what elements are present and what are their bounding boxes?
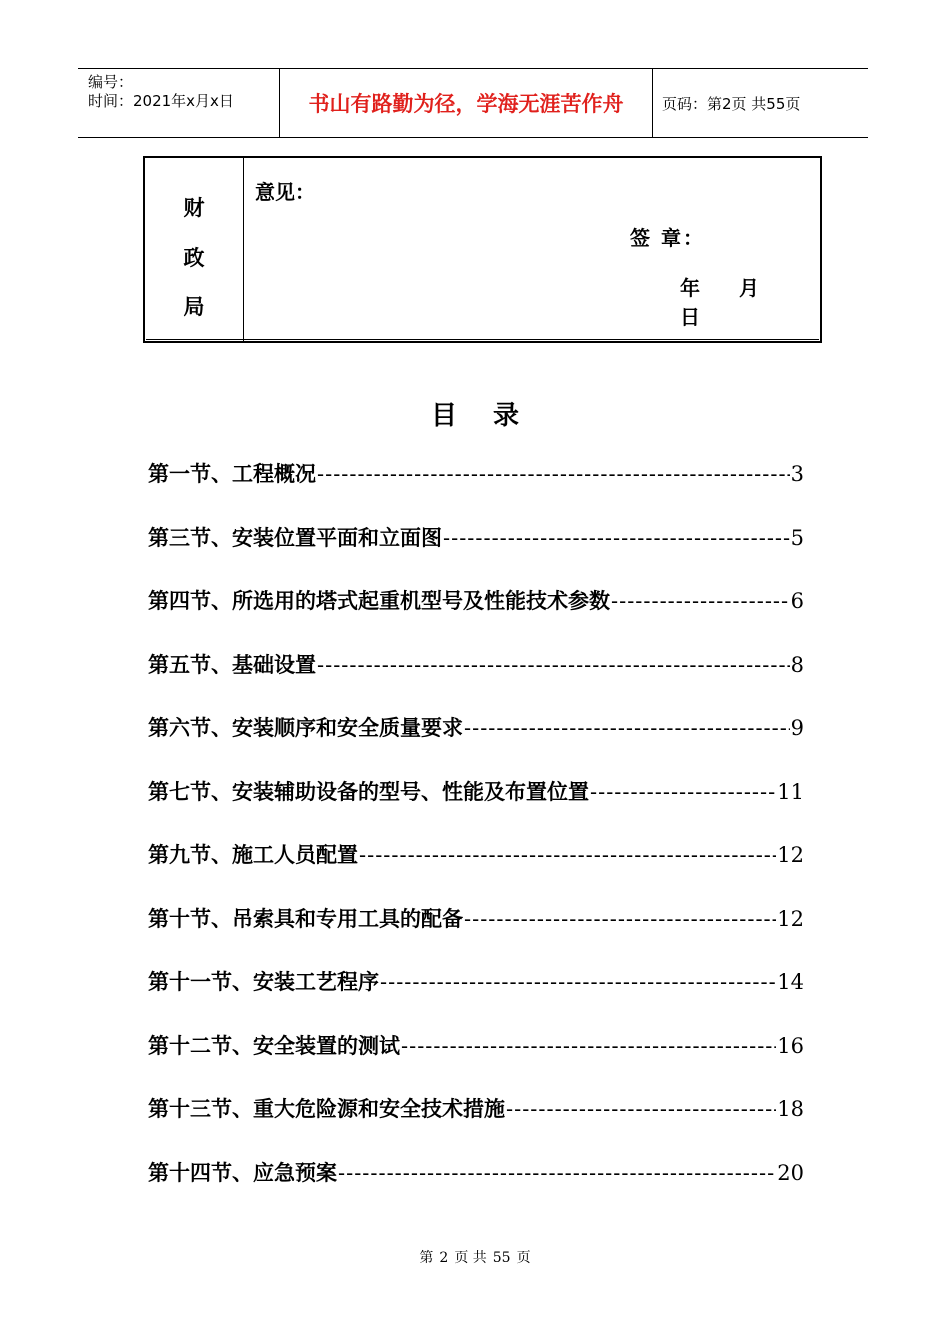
toc-title: 目录 xyxy=(430,401,555,431)
toc-entry-page: 12 xyxy=(777,843,804,867)
toc-entry-title: 第七节、安装辅助设备的型号、性能及布置位置 xyxy=(148,779,589,804)
toc-entry-page: 6 xyxy=(790,589,804,613)
approval-table xyxy=(143,156,822,343)
toc-leader xyxy=(359,843,776,867)
date-fields xyxy=(680,272,820,330)
department-char: 财 xyxy=(183,196,205,220)
toc-leader xyxy=(611,589,790,613)
toc-leader xyxy=(590,780,776,804)
toc-entry-title: 第十四节、应急预案 xyxy=(148,1160,337,1185)
toc-entry[interactable] xyxy=(148,458,804,522)
toc-leader xyxy=(401,1034,776,1058)
time-label: 时间：2021年x月x日 xyxy=(88,92,234,110)
toc-entry-title: 第四节、所选用的塔式起重机型号及性能技术参数 xyxy=(148,589,610,613)
toc-leader xyxy=(506,1097,776,1121)
toc-entry[interactable] xyxy=(148,966,804,1030)
toc-entry[interactable] xyxy=(148,1157,804,1221)
footer-suffix: 页 xyxy=(516,1250,531,1266)
toc-entry[interactable] xyxy=(148,1030,804,1094)
toc-leader xyxy=(317,462,790,486)
department-cell xyxy=(145,158,244,341)
toc-entry[interactable] xyxy=(148,903,804,967)
toc-entry-page: 16 xyxy=(777,1033,804,1058)
toc-entry[interactable] xyxy=(148,585,804,649)
footer-prefix: 第 xyxy=(419,1250,434,1266)
toc-entry-title: 第九节、施工人员配置 xyxy=(148,843,358,867)
header-page-info: 页码：第2页 共55页 xyxy=(662,94,801,113)
toc-entry-page: 14 xyxy=(777,970,804,994)
footer-mid: 页 共 xyxy=(454,1250,487,1266)
toc-entry-title: 第十二节、安全装置的测试 xyxy=(148,1033,400,1058)
toc-entry-title: 第十三节、重大危险源和安全技术措施 xyxy=(148,1097,505,1121)
date-day: 日 xyxy=(680,305,700,329)
department-char: 政 xyxy=(183,246,205,270)
toc-entry-page: 12 xyxy=(777,906,804,931)
toc-entry-title: 第六节、安装顺序和安全质量要求 xyxy=(148,716,463,740)
table-of-contents xyxy=(148,458,804,1220)
page-footer xyxy=(0,1247,950,1267)
toc-entry-title: 第三节、安装位置平面和立面图 xyxy=(148,525,442,550)
toc-entry-page: 18 xyxy=(777,1097,804,1121)
toc-entry[interactable] xyxy=(148,839,804,903)
toc-entry-title: 第一节、工程概况 xyxy=(148,462,316,486)
page-header xyxy=(78,68,868,138)
toc-leader xyxy=(338,1161,776,1185)
opinion-label: 意见： xyxy=(255,180,315,204)
signature-label: 签 章： xyxy=(630,226,705,250)
department-char: 局 xyxy=(183,295,205,319)
toc-entry[interactable] xyxy=(148,649,804,713)
date-year: 年 xyxy=(680,276,700,300)
toc-entry[interactable] xyxy=(148,522,804,586)
number-label: 编号： xyxy=(88,73,134,91)
toc-leader xyxy=(464,907,776,931)
footer-page-total: 55 xyxy=(492,1250,511,1266)
header-meta xyxy=(78,69,280,137)
toc-entry-title: 第十一节、安装工艺程序 xyxy=(148,970,379,994)
toc-leader xyxy=(443,526,790,550)
date-month: 月 xyxy=(738,276,759,300)
toc-entry-page: 9 xyxy=(790,716,804,740)
toc-entry-title: 第五节、基础设置 xyxy=(148,652,316,677)
header-motto: 书山有路勤为径，学海无涯苦作舟 xyxy=(280,69,653,137)
toc-entry-page: 11 xyxy=(777,779,804,804)
toc-entry-page: 3 xyxy=(790,462,804,486)
toc-leader xyxy=(317,653,790,677)
toc-entry[interactable] xyxy=(148,712,804,776)
toc-entry-page: 20 xyxy=(777,1160,804,1185)
toc-entry-page: 5 xyxy=(790,525,804,550)
toc-entry-title: 第十节、吊索具和专用工具的配备 xyxy=(148,906,463,931)
toc-entry[interactable] xyxy=(148,1093,804,1157)
toc-entry-page: 8 xyxy=(790,652,804,677)
toc-entry[interactable] xyxy=(148,776,804,840)
footer-page-number: 2 xyxy=(439,1250,449,1266)
toc-leader xyxy=(464,716,790,740)
toc-leader xyxy=(380,970,776,994)
